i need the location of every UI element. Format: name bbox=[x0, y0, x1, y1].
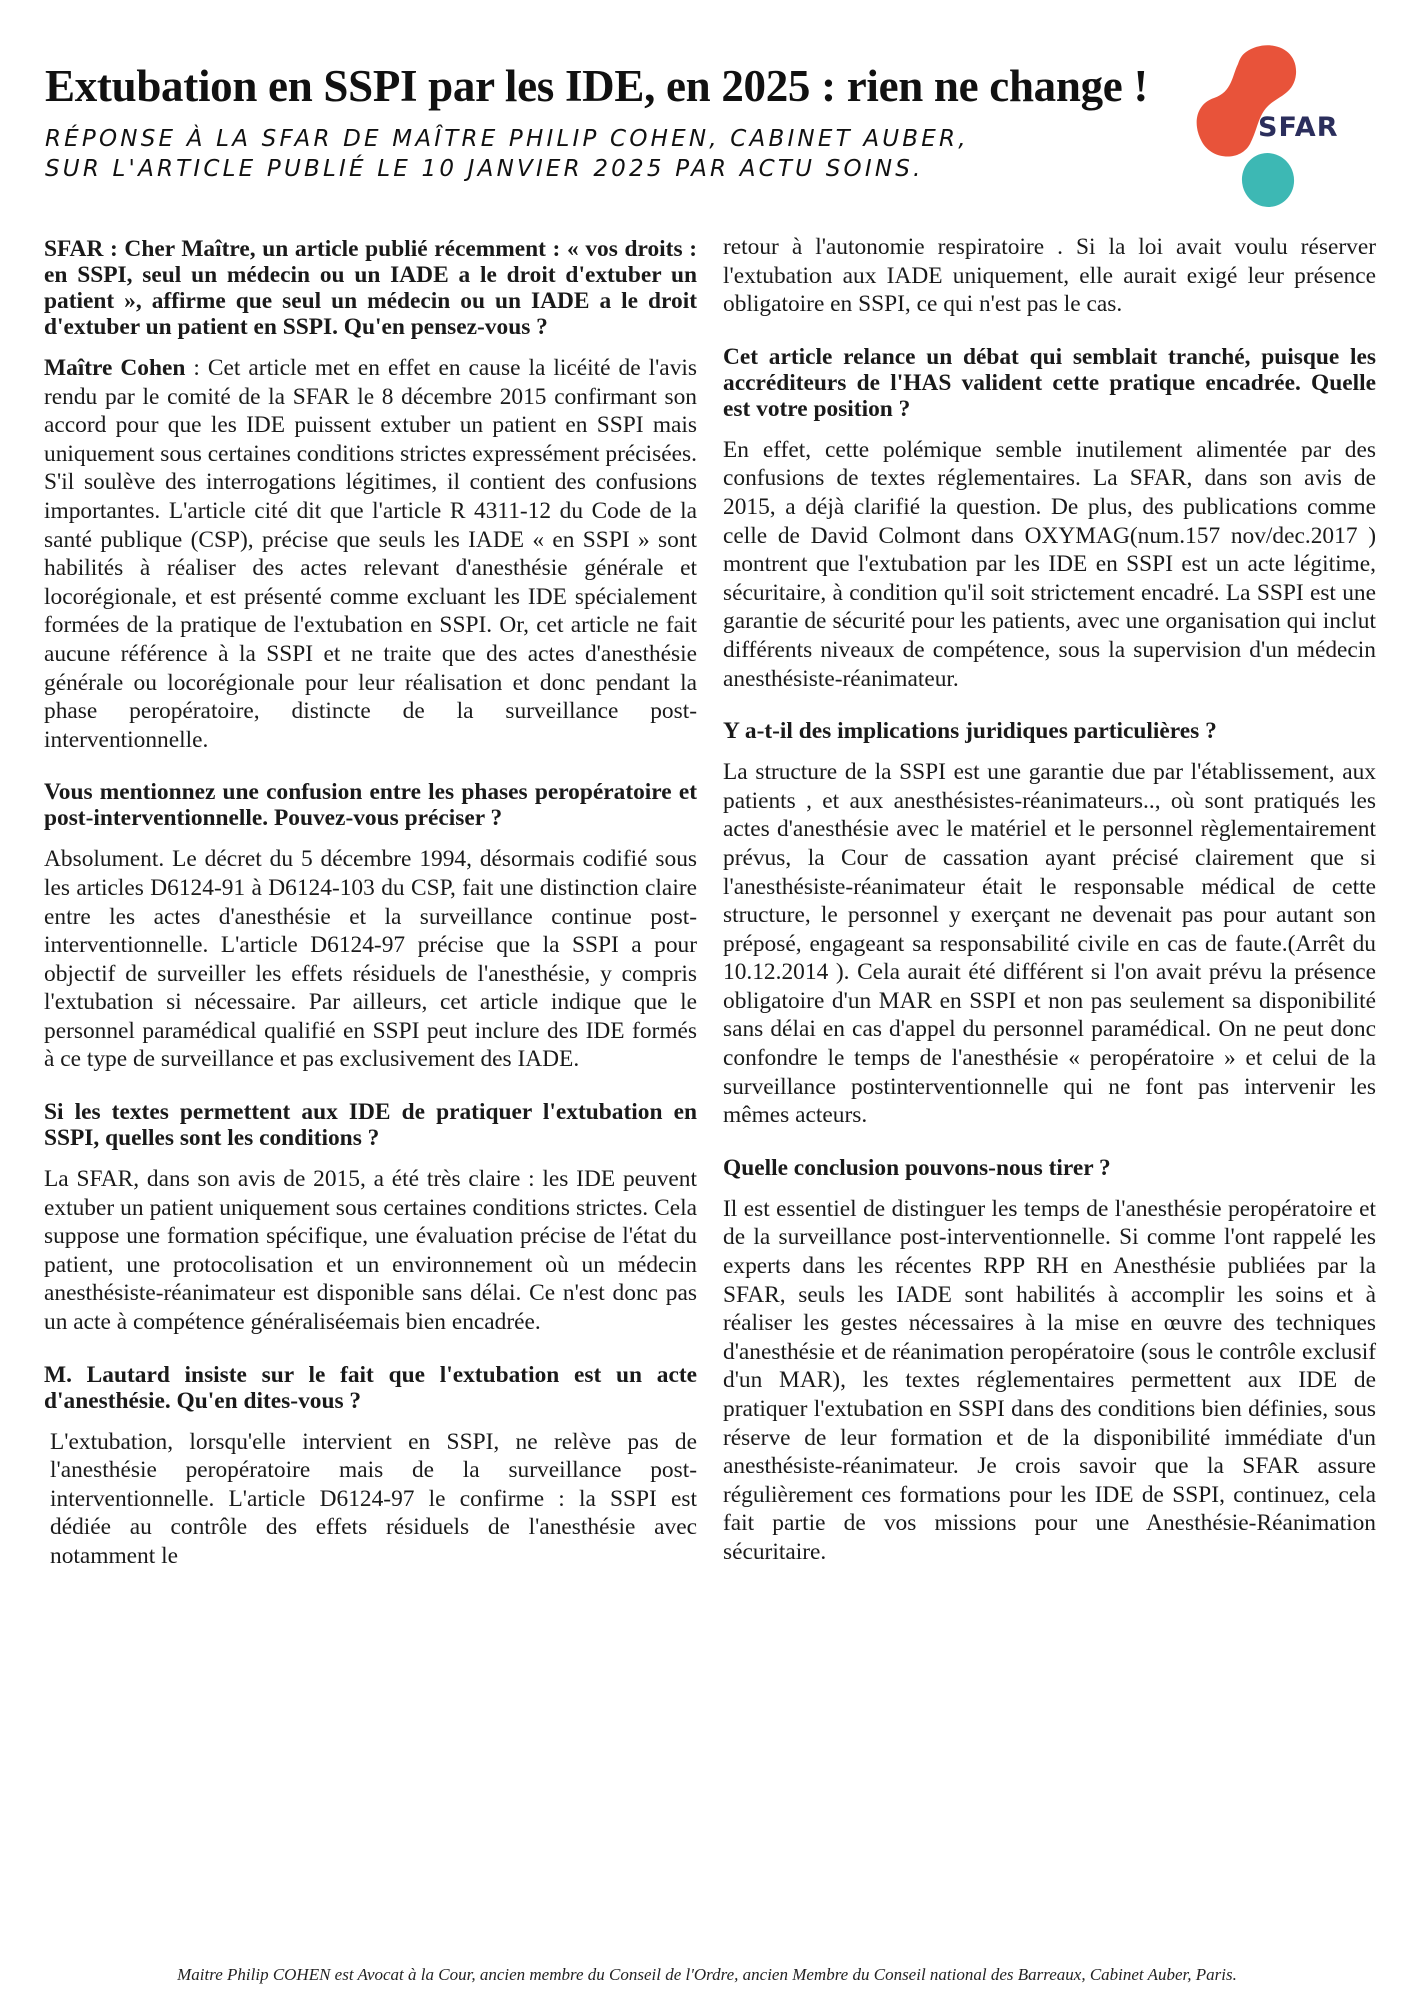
answer-2: Absolument. Le décret du 5 décembre 1994, désormais codifié sous les articles D6124-91 à D6124-103 du CSP, fait une distinction claire entre les actes d'anesthésie et la surveillance continue post-interventionnelle. L'article D6124-97 précise que la SSPI a pour objectif de surveiller les effets résiduels de l'anesthésie, y compris l'extubation si nécessaire. Par ailleurs, cet article indique que le personnel paramédical qualifié en SSPI peut inclure des IDE formés à ce type de surveillance et pas exclusivement des IADE. bbox=[44, 846, 697, 1073]
answer-1-text: : Cet article met en effet en cause la licéité de l'avis rendu par le comité de la SFAR le 8 décembre 2015 confirmant son accord pour que les IDE puissent extuber un patient en SSPI mais uniquement sous certaines conditions strictes expressément précisées. S'il soulève des interrogations légitimes, il contient des confusions importantes. L'article cité dit que l'article R 4311-12 du Code de la santé publique (CSP), précise que seuls les IADE « en SSPI » sont habilités à réaliser des actes relevant d'anesthésie générale et locorégionale, et est présenté comme excluant les IDE spécialement formées de la pratique de l'extubation en SSPI. Or, cet article ne fait aucune référence à la SSPI et ne traite que des actes d'anesthésie générale ou locorégionale pour leur réalisation et donc pendant la phase peropératoire, distincte de la surveillance post-interventionnelle. bbox=[44, 355, 697, 753]
page-title: Extubation en SSPI par les IDE, en 2025 : rien ne change ! bbox=[45, 61, 1149, 111]
sfar-logo-icon bbox=[1188, 40, 1358, 210]
right-column bbox=[723, 233, 1376, 1592]
question-5: Cet article relance un débat qui semblait tranché, puisque les accréditeurs de l'HAS valident cette pratique encadrée. Quelle est votre position ? bbox=[723, 343, 1376, 422]
question-3: Si les textes permettent aux IDE de pratiquer l'extubation en SSPI, quelles sont les conditions ? bbox=[44, 1099, 697, 1152]
answer-1 bbox=[44, 354, 697, 754]
subtitle-line-1: RÉPONSE À LA SFAR DE MAÎTRE PHILIP COHEN, CABINET AUBER, bbox=[45, 125, 969, 152]
question-6: Y a-t-il des implications juridiques particulières ? bbox=[723, 718, 1217, 745]
left-column bbox=[44, 236, 697, 1596]
answer-6: La structure de la SSPI est une garantie due par l'établissement, aux patients , et aux anesthésistes-réanimateurs.., où sont pratiqués les actes d'anesthésie avec le matériel et le personnel règlementairement prévus, la Cour de cassation ayant précisé clairement que si l'anesthésiste-réanimateur était le responsable médical de cette structure, le personnel y exerçant ne devenait pas pour autant son préposé, engageant sa responsabilité civile en cas de faute.(Arrêt du 10.12.2014 ). Cela aurait été différent si l'on avait prévu la présence obligatoire d'un MAR en SSPI et non pas seulement sa disponibilité sans délai en cas d'appel du personnel paramédical. On ne peut donc confondre le temps de l'anesthésie « peropératoire » et celui de la surveillance postinterventionnelle qui ne font pas intervenir les mêmes acteurs. bbox=[723, 759, 1376, 1129]
subtitle-line-2: SUR L'ARTICLE PUBLIÉ LE 10 JANVIER 2025 PAR ACTU SOINS. bbox=[45, 155, 924, 182]
document-header bbox=[45, 62, 1165, 184]
sfar-logo bbox=[1188, 40, 1358, 210]
answer-4-continued: retour à l'autonomie respiratoire . Si la loi avait voulu réserver l'extubation aux IADE uniquement, elle aurait exigé leur présence obligatoire en SSPI, ce qui n'est pas le cas. bbox=[723, 234, 1376, 318]
question-7: Quelle conclusion pouvons-nous tirer ? bbox=[723, 1154, 1111, 1181]
answer-7: Il est essentiel de distinguer les temps de l'anesthésie peropératoire et de la surveillance post-interventionnelle. Si comme l'ont rappelé les experts dans les récentes RPP RH en Anesthésie publiées par la SFAR, seuls les IADE sont habilités à accomplir les soins et à réaliser les gestes nécessaires à la mise en œuvre des techniques d'anesthésie et de réanimation peropératoire (sous le contrôle exclusif d'un MAR), les textes réglementaires permettent aux IDE de pratiquer l'extubation en SSPI dans des conditions bien définies, sous réserve de leur formation et de la disponibilité immédiate d'un anesthésiste-réanimateur. Je crois savoir que la SFAR assure régulièrement ces formations pour les IDE de SSPI, continuez, cela fait partie de vos missions pour une Anesthésie-Réanimation sécuritaire. bbox=[723, 1195, 1376, 1565]
question-1: SFAR : Cher Maître, un article publié récemment : « vos droits : en SSPI, seul un médecin ou un IADE a le droit d'extuber un patient », affirme que seul un médecin ou un IADE a le droit d'extuber un patient en SSPI. Qu'en pensez-vous ? bbox=[44, 236, 697, 340]
speaker-label: Maître Cohen bbox=[44, 355, 186, 381]
question-2: Vous mentionnez une confusion entre les phases peropératoire et post-interventionnelle. Pouvez-vous préciser ? bbox=[44, 779, 697, 832]
author-footnote: Maitre Philip COHEN est Avocat à la Cour, ancien membre du Conseil de l'Ordre, ancien Membre du Conseil national des Barreaux, Cabinet Auber, Paris. bbox=[177, 1965, 1237, 1984]
answer-4: L'extubation, lorsqu'elle intervient en SSPI, ne relève pas de l'anesthésie peropératoire mais de la surveillance post-interventionnelle. L'article D6124-97 le confirme : la SSPI est dédiée au contrôle des effets résiduels de l'anesthésie avec notamment le bbox=[50, 1428, 697, 1569]
page-subtitle bbox=[45, 124, 1165, 184]
answer-3: La SFAR, dans son avis de 2015, a été très claire : les IDE peuvent extuber un patient uniquement sous certaines conditions strictes. Cela suppose une formation spécifique, une évaluation précise de l'état du patient, une protocolisation et un environnement où un médecin anesthésiste-réanimateur est disponible sans délai. Ce n'est donc pas un acte à compétence généraliséemais bien encadrée. bbox=[44, 1166, 697, 1336]
svg-text:SFAR: SFAR bbox=[1258, 112, 1339, 143]
question-4: M. Lautard insiste sur le fait que l'extubation est un acte d'anesthésie. Qu'en dites-vous ? bbox=[44, 1361, 697, 1414]
answer-5: En effet, cette polémique semble inutilement alimentée par des confusions de textes réglementaires. La SFAR, dans son avis de 2015, a déjà clarifié la question. De plus, des publications comme celle de David Colmont dans OXYMAG(num.157 nov/dec.2017 ) montrent que l'extubation par les IDE en SSPI est un acte légitime, sécuritaire, à condition qu'il soit strictement encadré. La SSPI est une garantie de sécurité pour les patients, avec une organisation qui inclut différents niveaux de compétence, sous la supervision d'un médecin anesthésiste-réanimateur. bbox=[723, 436, 1376, 692]
